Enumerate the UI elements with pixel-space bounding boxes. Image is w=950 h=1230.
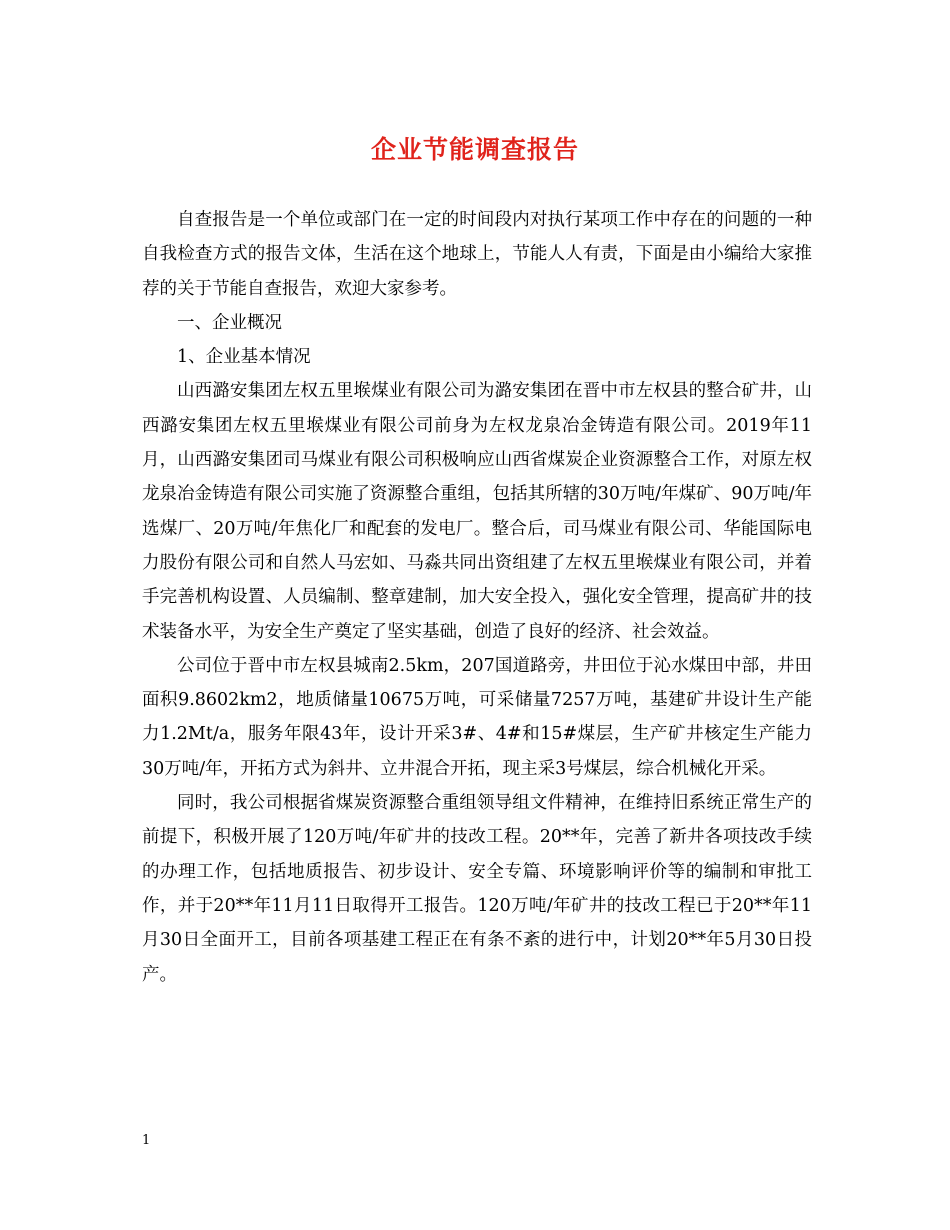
paragraph-company-history: 山西潞安集团左权五里堠煤业有限公司为潞安集团在晋中市左权县的整合矿井，山西潞安集团左权五里堠煤业有限公司前身为左权龙泉冶金铸造有限公司。2019年11月，山西潞安集团司马煤业有限公司积极响应山西省煤炭企业资源整合工作，对原左权龙泉冶金铸造有限公司实施了资源整合重组，包括其所辖的30万吨/年煤矿、90万吨/年选煤厂、20万吨/年焦化厂和配套的发电厂。整合后，司马煤业有限公司、华能国际电力股份有限公司和自然人马宏如、马淼共同出资组建了左权五里堠煤业有限公司，并着手完善机构设置、人员编制、整章建制，加大安全投入，强化安全管理，提高矿井的技术装备水平，为安全生产奠定了坚实基础，创造了良好的经济、社会效益。 [142, 381, 812, 642]
document-body [142, 203, 812, 992]
page-number: 1 [142, 1133, 151, 1148]
paragraph-intro: 自查报告是一个单位或部门在一定的时间段内对执行某项工作中存在的问题的一种自我检查方式的报告文体，生活在这个地球上，节能人人有责，下面是由小编给大家推荐的关于节能自查报告，欢迎大家参考。 [142, 210, 812, 299]
subsection-heading-basic-info: 1、企业基本情况 [177, 347, 311, 368]
paragraph-technical-upgrade: 同时，我公司根据省煤炭资源整合重组领导组文件精神，在维持旧系统正常生产的前提下，积极开展了120万吨/年矿井的技改工程。20**年，完善了新井各项技改手续的办理工作，包括地质报告、初步设计、安全专篇、环境影响评价等的编制和审批工作，并于20**年11月11日取得开工报告。120万吨/年矿井的技改工程已于20**年11月30日全面开工，目前各项基建工程正在有条不紊的进行中，计划20**年5月30日投产。 [142, 793, 812, 985]
document-title: 企业节能调查报告 [370, 135, 579, 164]
section-heading-overview: 一、企业概况 [177, 312, 282, 333]
paragraph-company-location: 公司位于晋中市左权县城南2.5km，207国道路旁，井田位于沁水煤田中部，井田面积9.8602km2，地质储量10675万吨，可采储量7257万吨，基建矿井设计生产能力1.2Mt/a，服务年限43年，设计开采3#、4#和15#煤层，生产矿井核定生产能力30万吨/年，开拓方式为斜井、立井混合开拓，现主采3号煤层，综合机械化开采。 [142, 655, 812, 779]
